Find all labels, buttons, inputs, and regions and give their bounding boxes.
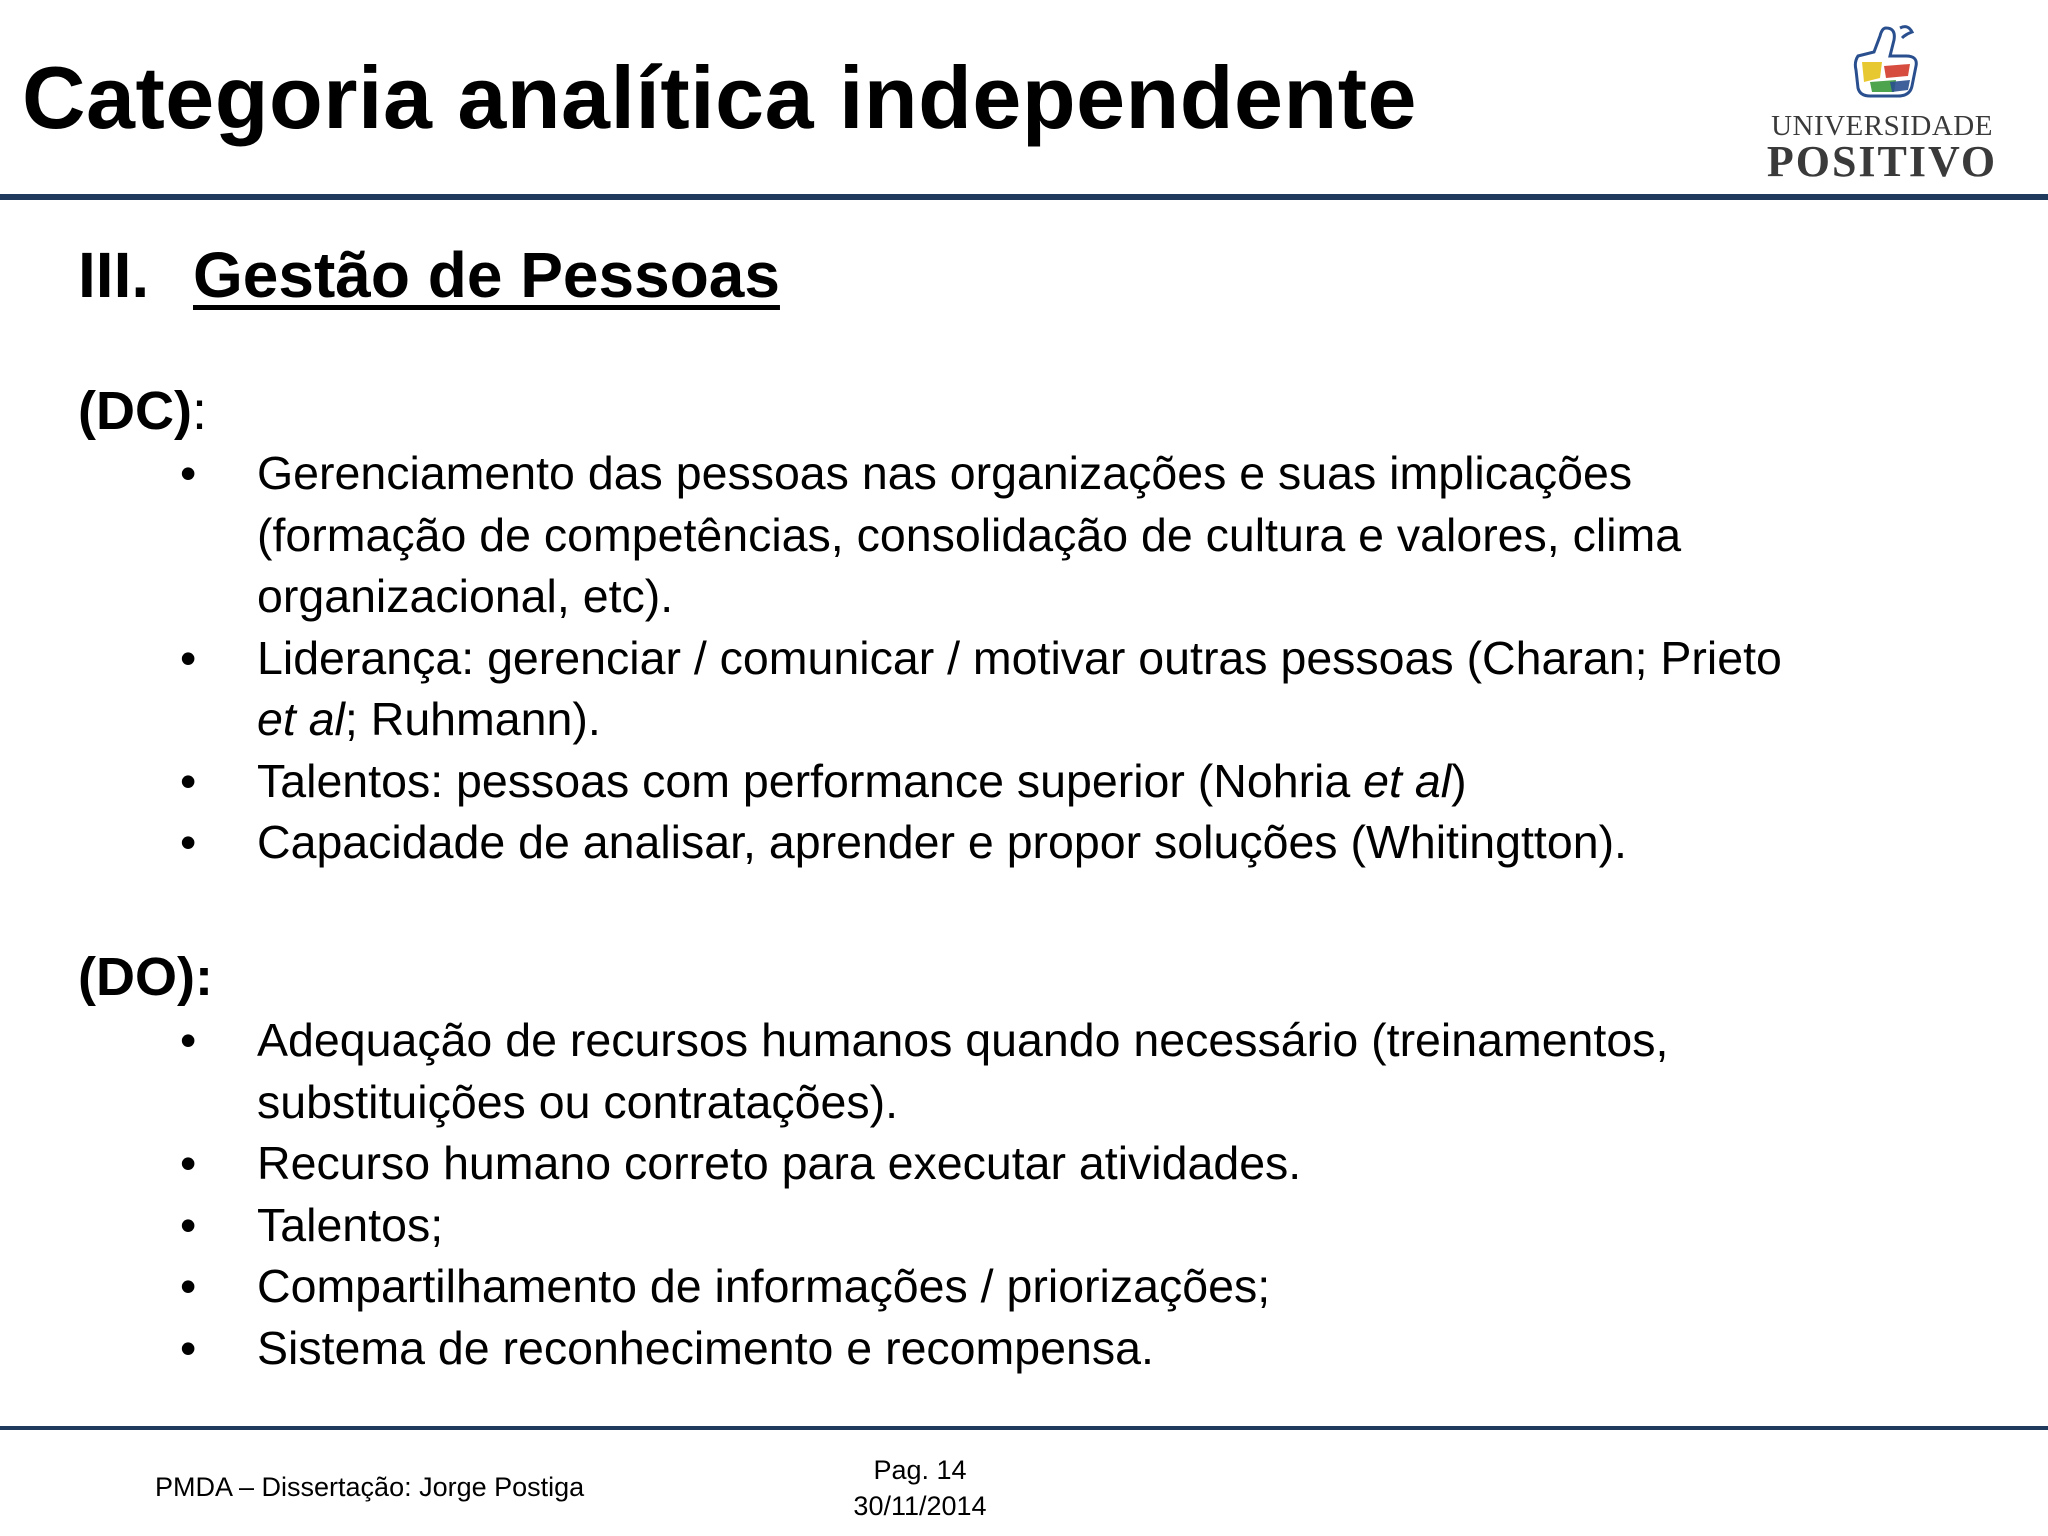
do-label: (DO):: [78, 947, 213, 1007]
dc-item-1-line-2: (formação de competências, consolidação de cultura e valores, clima: [257, 508, 1682, 561]
list-item: [0, 812, 2048, 874]
do-item-1-line-1: Adequação de recursos humanos quando necessário (treinamentos,: [257, 1014, 1669, 1066]
dc-label: [78, 380, 207, 442]
list-item: [0, 751, 2048, 813]
list-item: [0, 628, 2048, 751]
do-item-3-text: Talentos;: [257, 1198, 444, 1251]
bullet-icon: •: [180, 1260, 197, 1312]
university-logo: [1762, 22, 2002, 186]
list-item: [0, 1010, 2048, 1133]
list-item: [0, 1133, 2048, 1195]
header-divider: [0, 194, 2048, 200]
page-number: Pag. 14: [873, 1455, 967, 1485]
do-item-4-text: Compartilhamento de informações / priorizações;: [257, 1260, 1271, 1312]
bullet-icon: •: [180, 447, 197, 499]
do-bullet-list: [0, 1010, 2048, 1379]
section-heading: [78, 238, 780, 312]
dc-item-4-text: Capacidade de analisar, aprender e propor soluções (Whitingtton).: [257, 816, 1627, 868]
list-item: [0, 1256, 2048, 1318]
bullet-icon: •: [180, 1198, 197, 1251]
thumbs-up-logo-icon: [1840, 22, 1930, 104]
logo-university-text: UNIVERSIDADE: [1771, 110, 1993, 142]
dc-label-colon: :: [191, 381, 207, 441]
dc-item-3-before: Talentos: pessoas com performance superior (Nohria: [257, 754, 1364, 807]
dc-item-1-line-1: Gerenciamento das pessoas nas organizações e suas implicações: [257, 447, 1633, 499]
logo-positivo-text: POSITIVO: [1766, 137, 1998, 186]
dc-item-2-italic: et al: [257, 693, 345, 745]
footer-divider: [0, 1426, 2048, 1430]
do-item-2-text: Recurso humano correto para executar atividades.: [257, 1137, 1302, 1189]
dc-item-2-line-1: Liderança: gerenciar / comunicar / motivar outras pessoas (Charan; Prieto: [257, 631, 1782, 684]
bullet-icon: •: [180, 631, 197, 684]
bullet-icon: •: [180, 754, 197, 807]
dc-label-text: (DC): [78, 381, 192, 441]
section-number: III.: [78, 239, 150, 311]
dc-item-1-line-3: organizacional, etc).: [257, 570, 674, 622]
do-item-1-line-2: substituições ou contratações).: [257, 1075, 899, 1128]
bullet-icon: •: [180, 1014, 197, 1066]
list-item: [0, 1195, 2048, 1257]
dc-bullet-list: [0, 443, 2048, 874]
list-item: [0, 443, 2048, 628]
slide-title: Categoria analítica independente: [22, 48, 1417, 147]
do-item-5-text: Sistema de reconhecimento e recompensa.: [257, 1321, 1154, 1374]
dc-item-3-italic: et al: [1363, 754, 1452, 807]
footer-page-info: [820, 1452, 1020, 1524]
bullet-icon: •: [180, 1321, 197, 1374]
section-name: Gestão de Pessoas: [193, 239, 780, 311]
bullet-icon: •: [180, 816, 197, 868]
footer-date: 30/11/2014: [853, 1491, 987, 1521]
dc-item-3-after: ): [1451, 754, 1467, 807]
dc-item-2-rest: ; Ruhmann).: [344, 693, 601, 745]
list-item: [0, 1318, 2048, 1380]
footer-course-author: PMDA – Dissertação: Jorge Postiga: [155, 1472, 585, 1502]
bullet-icon: •: [180, 1137, 197, 1189]
